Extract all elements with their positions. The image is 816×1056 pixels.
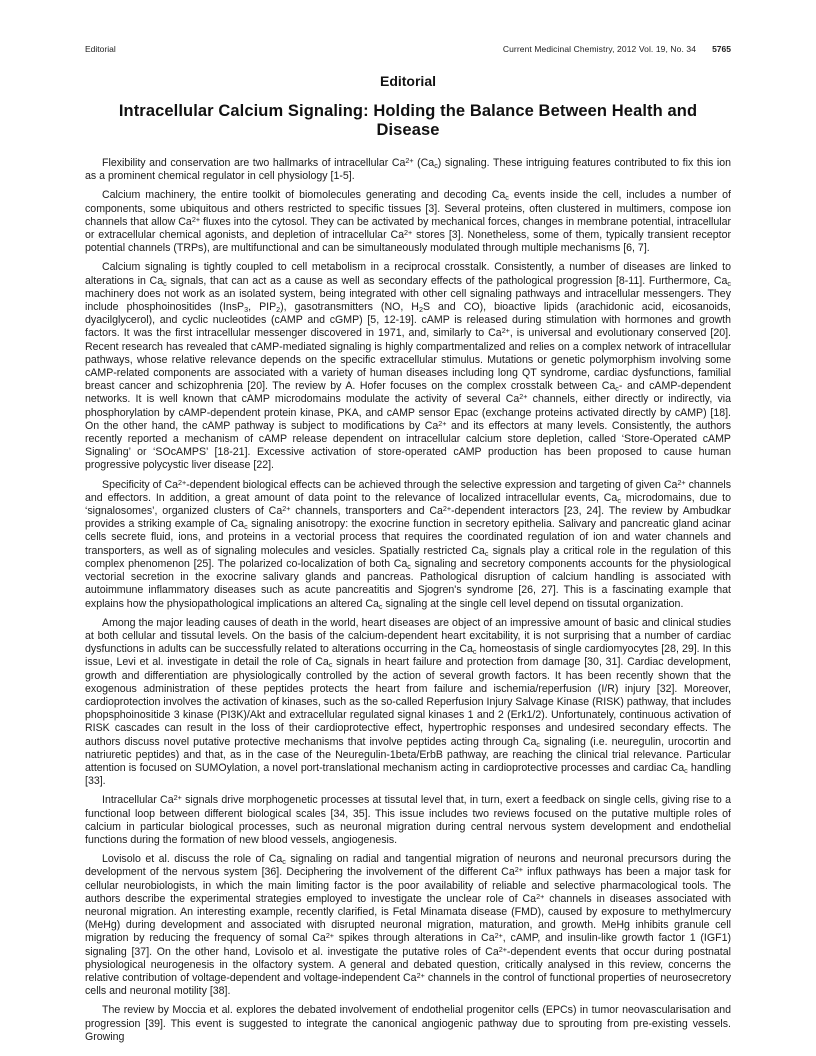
running-head-section: Editorial <box>85 44 116 54</box>
paragraph-4: Specificity of $Ca^{2+}$-dependent biological effects can be achieved through the selective expression and targeting of given $Ca^{2+}$ channels and effectors. In addition, a great amount of data point to the relevance of localized intracellular events, $Ca_c$ microdomains, due to ‘signalosomes’, organized clusters of $Ca^{2+}$ channels, transporters and $Ca^{2+}$-dependent interactors [23, 24]. The review by Ambudkar provides a striking example of $Ca_c$ signaling anisotropy: the exocrine function in secretory epithelia. Salivary and pancreatic gland acinar cells secrete fluid, ions, and proteins in a vectorial process that requires the coordinated regulation of ion and water channels and transporters, as well as of signaling molecules and vesicles. Spatially restricted $Ca_c$ signals play a critical role in the regulation of this complex phenomenon [25]. The polarized co-localization of both $Ca_c$ signaling and secretory components accounts for the physiological vectorial secretion in the exocrine salivary glands and pancreas. Pathological disruption of calcium handling is associated with autoimmune inflammatory diseases such as acute pancreatitis and Sjogren's syndrome [26, 27]. This is a fascinating example that explains how the physiopathological implications an altered $Ca_c$ signaling at the single cell level depend on tissutal organization. <box>85 477 732 611</box>
page-number: 5765 <box>712 44 731 54</box>
page-content <box>85 44 731 1044</box>
article-title: Intracellular Calcium Signaling: Holding the Balance Between Health and Disease <box>118 102 698 139</box>
paragraph-8: The review by Moccia et al. explores the debated involvement of endothelial progenitor cells (EPCs) in tumor neovascularisation and progression [39]. This event is suggested to integrate the canonical angiogenic pathway due to sprouting from pre-existing vessels. Growing <box>85 1004 731 1043</box>
paragraph-3: Calcium signaling is tightly coupled to cell metabolism in a reciprocal crosstalk. Consistently, a number of diseases are linked to alterations in $Ca_c$ signals, that can act as a cause as well as secondary effects of the pathological progression [8-11]. Furthermore, $Ca_c$ machinery does not work as an isolated system, being integrated with other cell signaling pathways and intracellular messengers. They include phosphoinositides (InsP$_3$, $PIP_2$), gasotransmitters (NO, $H_2S$ and CO), bioactive lipids (arachidonic acid, eicosanoids, dyacilglycerol), and cyclic nucleotides (cAMP and cGMP) [5, 12-19]. cAMP is released during stimulation with hormones and growth factors. It was the first intracellular messenger discovered in 1971, and, similarly to $Ca^{2+}$, is universal and evolutionary conserved [20]. Recent research has revealed that cAMP-mediated signaling is highly compartmentalized and relies on a complex network of intracellular pathways, whose relative relevance depends on the specific extracellular stimulus. Mutations or genetic polymorphism involving some cAMP-related components are associated with a variety of human diseases including long QT syndrome, cardiac dysfunctions, familial breast cancer and schizophrenia [20]. The review by A. Hofer focuses on the complex crosstalk between $Ca_c-$ and cAMP-dependent networks. It is well known that cAMP microdomains modulate the activity of several $Ca^{2+}$ channels, either directly or indirectly, via phosphorylation by cAMP-dependent protein kinase, PKA, and cAMP sensor Epac (exchange proteins activated directly by cAMP) [18]. On the other hand, the cAMP pathway is subject to modifications by $Ca^{2+}$ and its effectors at many levels. Consistently, the authors recently reported a mechanism of cAMP release dependent on intracellular calcium store depletion, called ‘Store-Operated cAMP Signaling’ or ‘SOcAMPS’ [18-21]. Excessive activation of store-operated cAMP production has been proposed to cause human progressive polycystic liver disease [22]. <box>85 261 732 472</box>
section-heading: Editorial <box>379 73 436 89</box>
paragraph-1: Flexibility and conservation are two hallmarks of intracellular $Ca^{2+}$ $(Ca_c)$ signaling. These intriguing features contributed to fix this ion as a prominent chemical regulator in cell physiology [1-5]. <box>85 155 731 183</box>
running-head-right <box>503 44 731 54</box>
running-head <box>85 44 731 54</box>
article-body <box>85 157 731 1044</box>
paragraph-6: Intracellular $Ca^{2+}$ signals drive morphogenetic processes at tissutal level that, in turn, exert a feedback on single cells, giving rise to a functional loop between different biological scales [34, 35]. This issue includes two reviews focused on the putative multiple roles of calcium in particular biological processes, such as neuronal migration during central nervous system development and endothelial functions during the formation of new blood vessels, angiogenesis. <box>85 793 731 846</box>
paragraph-7: Lovisolo et al. discuss the role of $Ca_c$ signaling on radial and tangential migration of neurons and neuronal precursors during the development of the nervous system [36]. Deciphering the involvement of the different $Ca^{2+}$ influx pathways has been a major task for cellular neurobiologists, in which the main limiting factor is the poor availability of reliable and selective pharmacological tools. The authors describe the experimental strategies employed to investigate the unclear role of $Ca^{2+}$ channels in diseases associated with neuronal migration. An interesting example, recently clarified, is Fetal Minamata disease (FMD), caused by exposure to methylmercury (MeHg) during development and associated with disrupted neuronal migration, maturation, and growth. MeHg inhibits granule cell migration by reducing the frequency of somal $Ca^{2+}$ spikes through alterations in $Ca^{2+}$, cAMP, and insulin-like growth factor 1 (IGF1) signaling [37]. On the other hand, Lovisolo et al. investigate the putative roles of $Ca^{2+}$-dependent events that occur during postnatal physiological neurogenesis in the olfactory system. A general and debated question, critically analysed in this review, concerns the relative contribution of voltage-dependent and voltage-independent $Ca^{2+}$ channels in the control of functional properties of neurosecretory cells and neuronal motility [38]. <box>85 853 732 998</box>
journal-reference: Current Medicinal Chemistry, 2012 Vol. 19, No. 34 <box>502 44 697 54</box>
paragraph-5: Among the major leading causes of death in the world, heart diseases are object of an impressive amount of basic and clinical studies at both cellular and tissutal levels. On the basis of the calcium-dependent heart excitability, it is not surprising that a number of cardiac dysfunctions in adults can be successfully related to alterations occurring in the $Ca_c$ homeostasis of single cardiomyocytes [28, 29]. In this issue, Levi et al. investigate in detail the role of $Ca_c$ signals in heart failure and protection from damage [30, 31]. Cardiac development, growth and differentiation are physiologically controlled by the action of several growth factors. It has been recently shown that the exogenous administration of these peptides protects the heart from failure and ischemia/reperfusion (I/R) injury [32]. Moreover, cardioprotection involves the activation of kinases, such as the so-called Reperfusion Injury Salvage Kinase (RISK) pathway, that includes phopsphoinositide 3 kinase (PI3K)/Akt and extracellular regulated signal kinases 1 and 2 (Erk1/2). Unfortunately, continuous activation of RISK cascades can result in the loss of their cardioprotective effect, hypertrophic responses and undesired secondary effects. The authors discuss novel putative protective mechanisms that involve peptides acting through $Ca_c$ signaling (i.e. neuregulin, urocortin and natriuretic peptides) and that, as in the case of the Neuregulin-1beta/ErbB pathway, are reaching the clinical trial relevance. Particular attention is focused on SUMOylation, a novel port-translational mechanism acting in cardioprotective processes and cardiac $Ca_c$ handling [33]. <box>85 616 731 788</box>
paragraph-2: Calcium machinery, the entire toolkit of biomolecules generating and decoding $Ca_c$ events inside the cell, includes a number of components, some ubiquitous and others restricted to specific tissues [3]. Several proteins, often clustered in multimers, compose ion channels that allow $Ca^{2+}$ fluxes into the cytosol. They can be activated by mechanical forces, changes in membrane potential, intracellular or extracellular chemical agonists, and depletion of intracellular $Ca^{2+}$ stores [3]. Nonetheless, some of them, typically transient receptor potential channels (TRPs), are multifunctional and can be simultaneously modulated through multiple mechanisms [6, 7]. <box>85 189 732 255</box>
